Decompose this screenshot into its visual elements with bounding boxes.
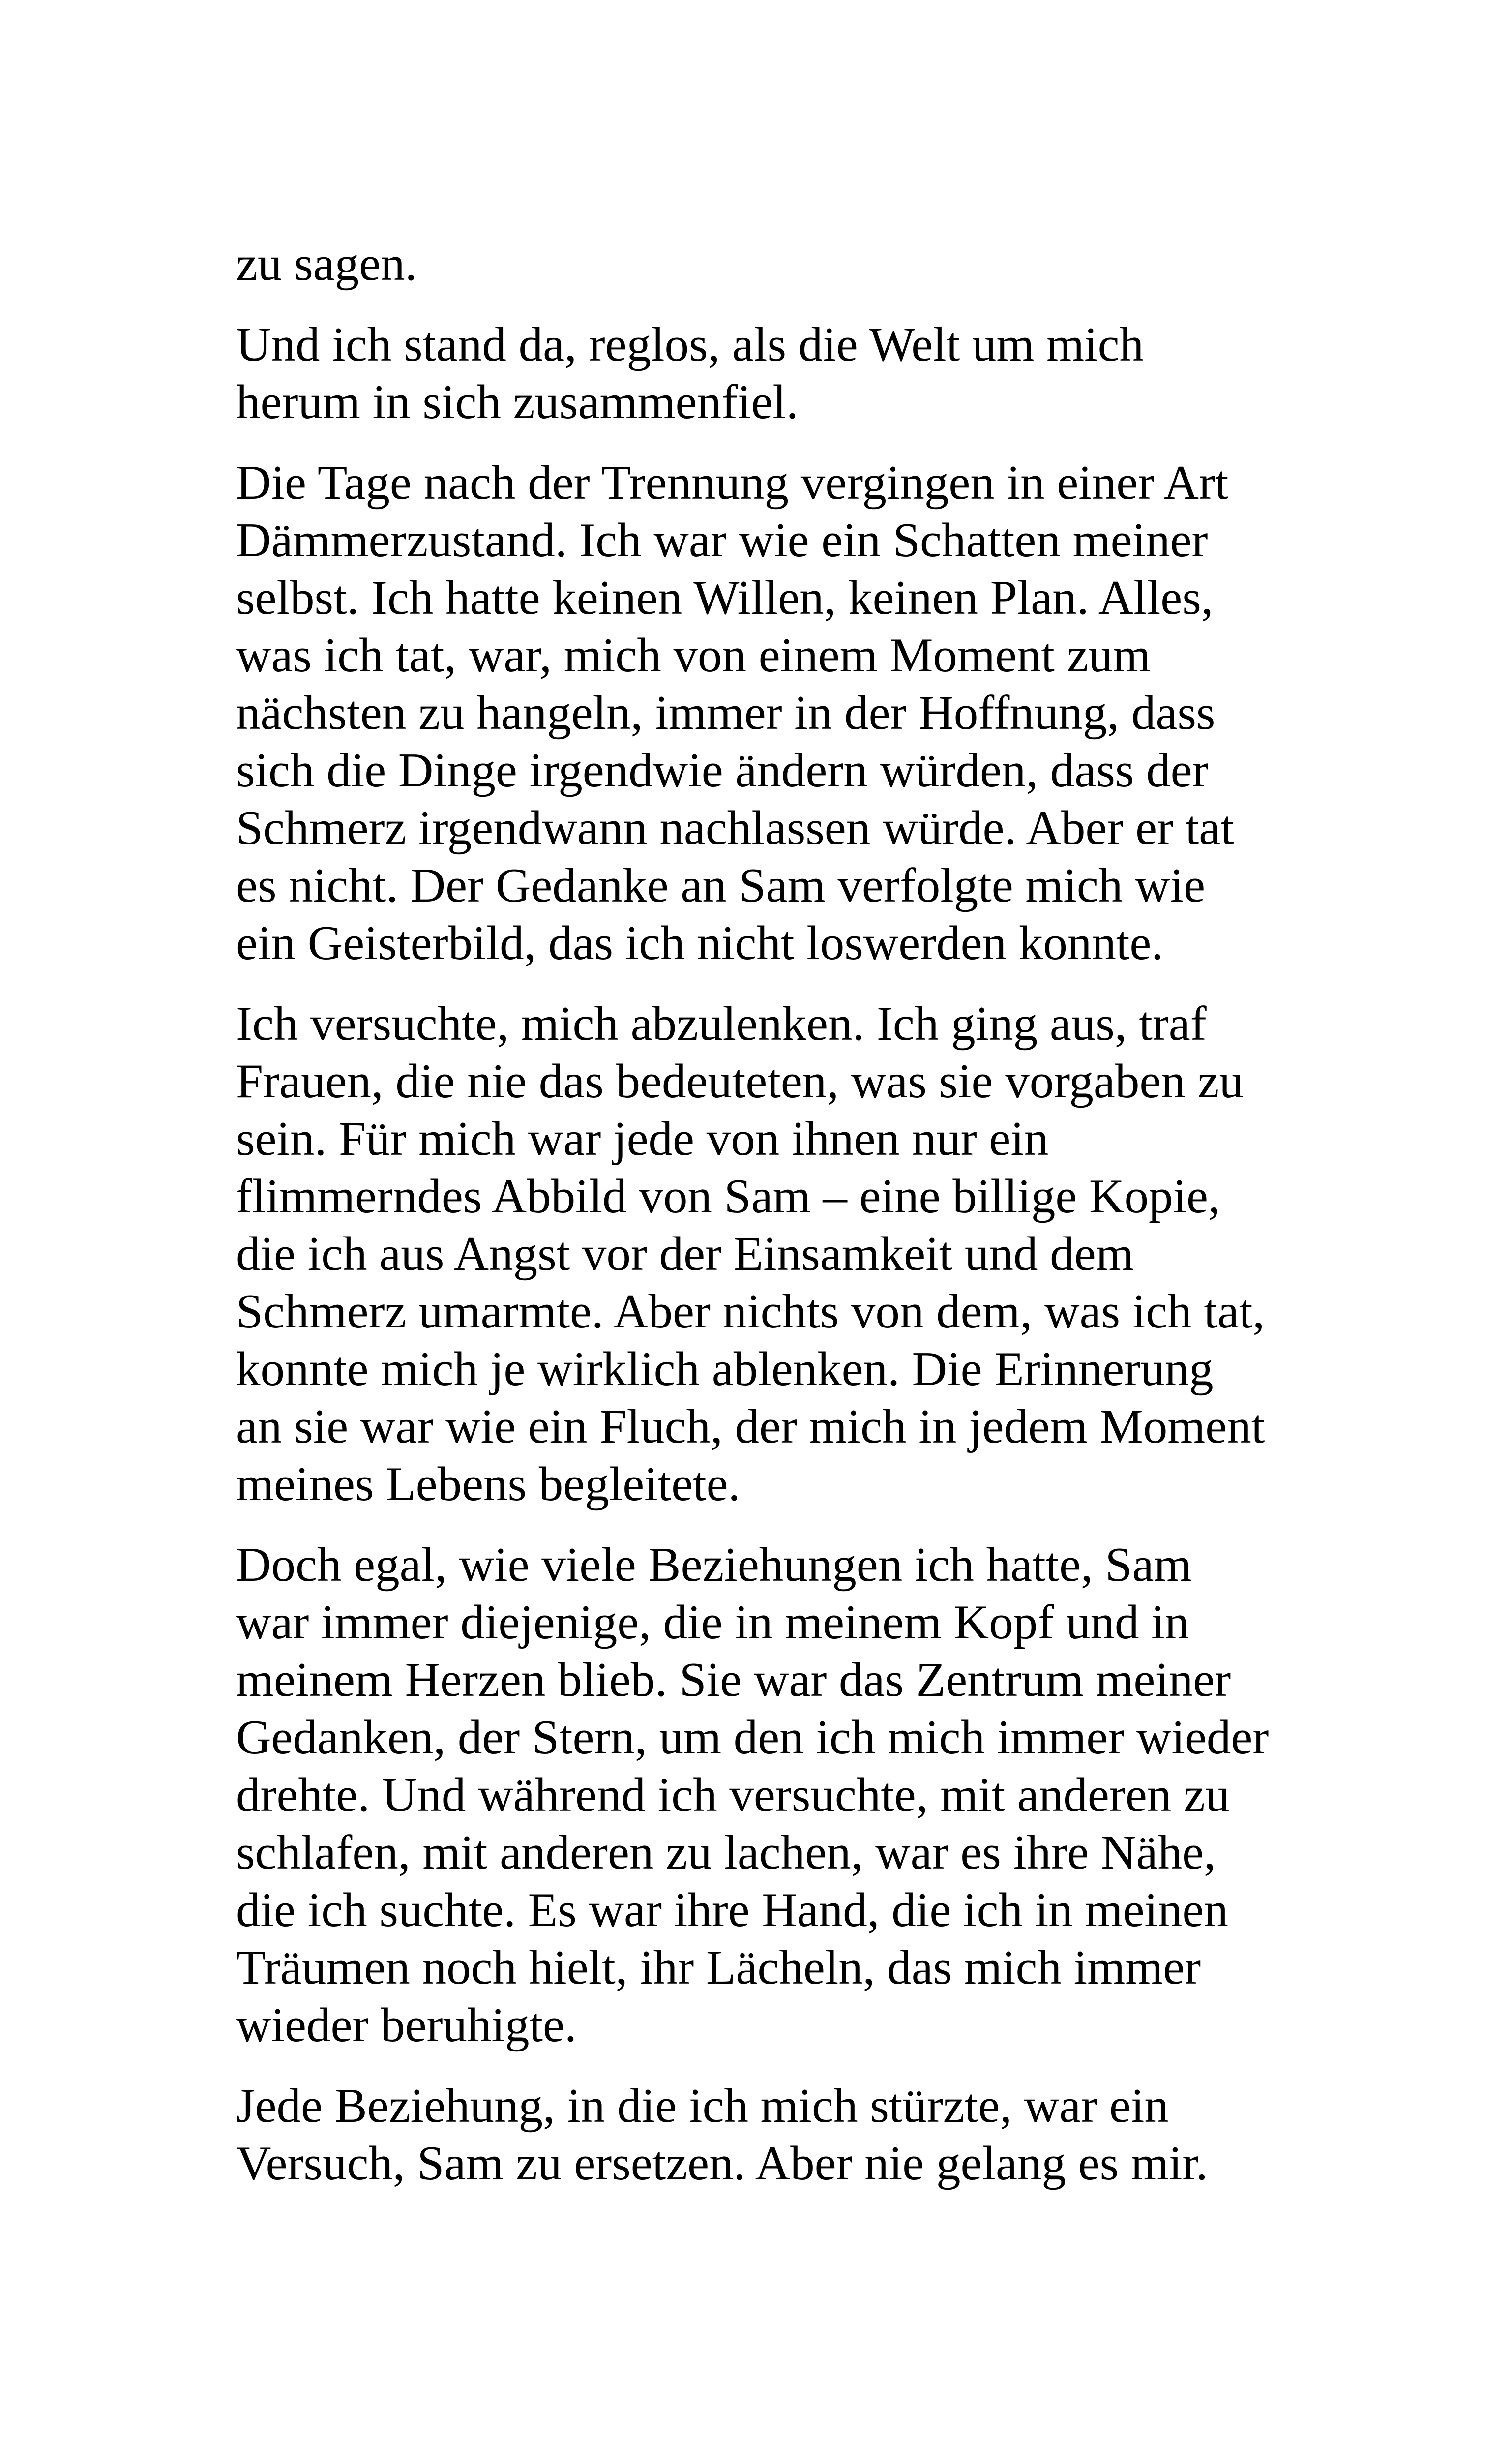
text-line: Doch egal, wie viele Beziehungen ich hatte, Sam [236, 1538, 1192, 1592]
text-line: schlafen, mit anderen zu lachen, war es ihre Nähe, [236, 1826, 1216, 1879]
paragraph [236, 2077, 1313, 2192]
text-line: herum in sich zusammenfiel. [236, 375, 799, 429]
text-line: Träumen noch hielt, ihr Lächeln, das mich immer [236, 1941, 1201, 1994]
text-line: Ich versuchte, mich abzulenken. Ich ging aus, traf [236, 997, 1207, 1051]
paragraph [236, 995, 1313, 1513]
text-line: Versuch, Sam zu ersetzen. Aber nie gelang es mir. [236, 2137, 1208, 2190]
text-line: ein Geisterbild, das ich nicht loswerden konnte. [236, 916, 1164, 970]
text-line: was ich tat, war, mich von einem Moment zum [236, 629, 1151, 682]
text-line: meinem Herzen blieb. Sie war das Zentrum meiner [236, 1653, 1231, 1707]
paragraph [236, 454, 1313, 972]
text-line: war immer diejenige, die in meinem Kopf und in [236, 1596, 1189, 1649]
paragraph [236, 1536, 1313, 2054]
text-line: konnte mich je wirklich ablenken. Die Erinnerung [236, 1342, 1214, 1396]
text-line: die ich aus Angst vor der Einsamkeit und dem [236, 1227, 1134, 1281]
text-line: Schmerz umarmte. Aber nichts von dem, was ich tat, [236, 1285, 1265, 1338]
text-line: sein. Für mich war jede von ihnen nur ein [236, 1112, 1049, 1166]
paragraph [236, 316, 1313, 431]
text-line: wieder beruhigte. [236, 1998, 577, 2052]
text-line: zu sagen. [236, 237, 417, 291]
text-line: nächsten zu hangeln, immer in der Hoffnung, dass [236, 686, 1216, 740]
text-line: Frauen, die nie das bedeuteten, was sie vorgaben zu [236, 1055, 1244, 1108]
text-line: flimmerndes Abbild von Sam – eine billige Kopie, [236, 1170, 1220, 1223]
text-line: drehte. Und während ich versuchte, mit anderen zu [236, 1768, 1230, 1822]
text-line: Die Tage nach der Trennung vergingen in einer Art [236, 456, 1229, 510]
text-line: Schmerz irgendwann nachlassen würde. Aber er tat [236, 801, 1234, 855]
body-text [236, 235, 1313, 2215]
paragraph [236, 235, 1313, 293]
text-line: Dämmerzustand. Ich war wie ein Schatten meiner [236, 513, 1208, 567]
text-line: Gedanken, der Stern, um den ich mich immer wieder [236, 1711, 1269, 1764]
text-line: die ich suchte. Es war ihre Hand, die ich in meinen [236, 1883, 1228, 1937]
text-line: es nicht. Der Gedanke an Sam verfolgte mich wie [236, 859, 1206, 912]
text-line: meines Lebens begleitete. [236, 1457, 741, 1511]
text-line: Jede Beziehung, in die ich mich stürzte, war ein [236, 2079, 1169, 2133]
text-line: selbst. Ich hatte keinen Willen, keinen Plan. Alles, [236, 571, 1214, 625]
text-line: sich die Dinge irgendwie ändern würden, dass der [236, 744, 1209, 797]
text-line: Und ich stand da, reglos, als die Welt um mich [236, 318, 1144, 371]
text-line: an sie war wie ein Fluch, der mich in jedem Moment [236, 1400, 1265, 1453]
